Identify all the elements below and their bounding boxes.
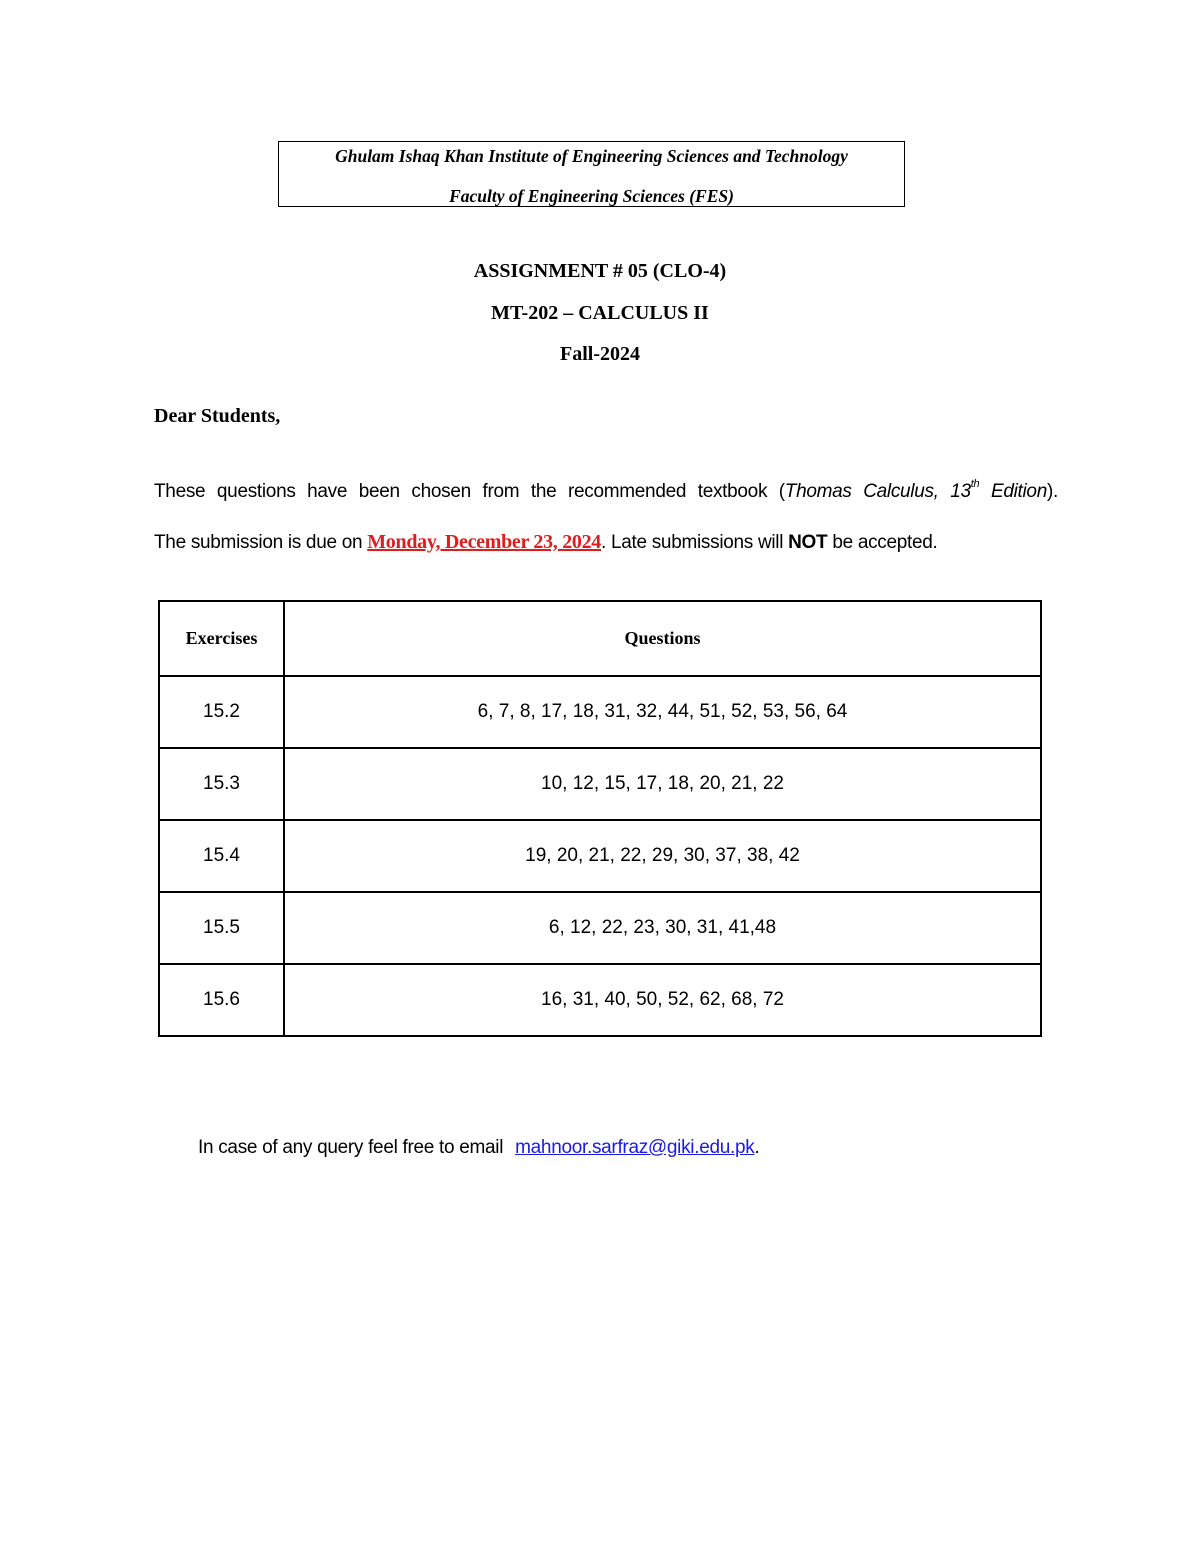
institution-header-box (278, 141, 905, 207)
exercise-cell: 15.4 (159, 820, 284, 892)
questions-cell: 19, 20, 21, 22, 29, 30, 37, 38, 42 (284, 820, 1041, 892)
assignment-title: ASSIGNMENT # 05 (CLO-4) (473, 260, 727, 282)
due-text-after-2: be accepted. (827, 532, 938, 553)
textbook-edition-sup: th (970, 478, 980, 490)
textbook-edition: Edition (979, 481, 1047, 502)
intro-paragraph (154, 478, 1058, 503)
table-row (159, 820, 1041, 892)
header-questions: Questions (284, 601, 1041, 676)
exercise-cell: 15.6 (159, 964, 284, 1036)
due-text-after-1: . Late submissions will (601, 532, 789, 553)
contact-text: In case of any query feel free to email (198, 1137, 504, 1158)
term-title: Fall-2024 (560, 343, 640, 365)
table-row (159, 676, 1041, 748)
table-header-row (159, 601, 1041, 676)
due-paragraph (154, 531, 1054, 554)
greeting: Dear Students, (154, 405, 281, 427)
course-title: MT-202 – CALCULUS II (491, 302, 709, 324)
exercise-cell: 15.2 (159, 676, 284, 748)
table-row (159, 964, 1041, 1036)
exercises-table (158, 600, 1042, 1037)
institute-name: Ghulam Ishaq Khan Institute of Engineering Sciences and Technology (335, 146, 848, 166)
textbook-name: Thomas Calculus, 13 (784, 481, 971, 502)
due-emphasis: NOT (788, 532, 828, 553)
contact-email-link[interactable]: mahnoor.sarfraz@giki.edu.pk (515, 1137, 755, 1158)
questions-cell: 10, 12, 15, 17, 18, 20, 21, 22 (284, 748, 1041, 820)
intro-text-before: These questions have been chosen from the recommended textbook ( (154, 481, 785, 502)
due-date: Monday, December 23, 2024 (367, 531, 602, 553)
questions-cell: 6, 7, 8, 17, 18, 31, 32, 44, 51, 52, 53, 56, 64 (284, 676, 1041, 748)
contact-line (198, 1137, 759, 1159)
header-exercises: Exercises (159, 601, 284, 676)
faculty-name: Faculty of Engineering Sciences (FES) (449, 186, 734, 206)
table-row (159, 892, 1041, 964)
intro-text-after: ). (1046, 481, 1058, 502)
questions-cell: 16, 31, 40, 50, 52, 62, 68, 72 (284, 964, 1041, 1036)
table-row (159, 748, 1041, 820)
contact-trailing: . (754, 1137, 760, 1158)
due-text-before: The submission is due on (154, 532, 368, 553)
exercise-cell: 15.5 (159, 892, 284, 964)
questions-cell: 6, 12, 22, 23, 30, 31, 41,48 (284, 892, 1041, 964)
exercise-cell: 15.3 (159, 748, 284, 820)
